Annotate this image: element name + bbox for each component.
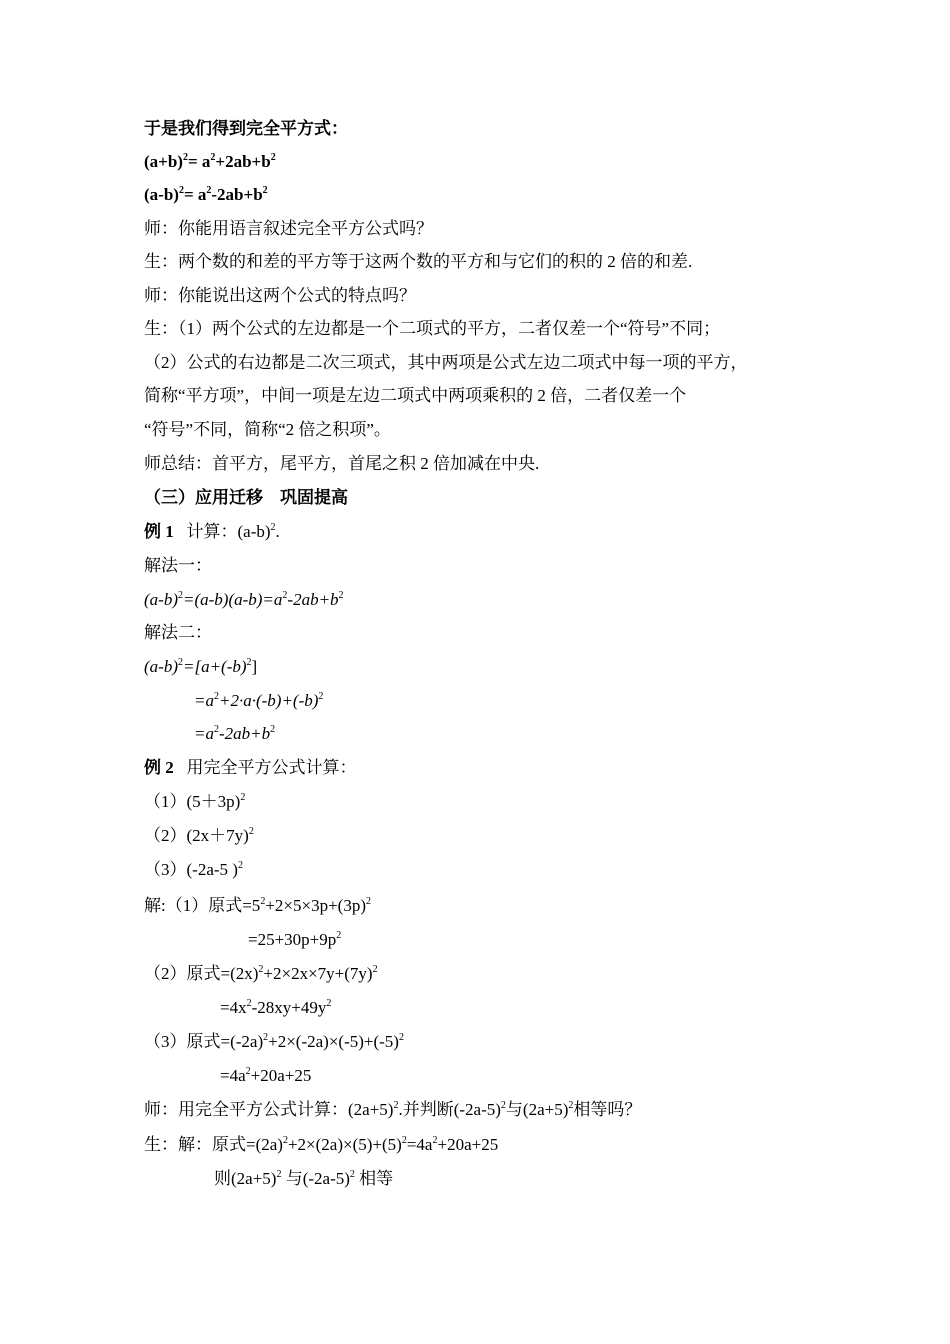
example1-method2-step3: $=a^2-2ab+b^2$ [194,724,276,743]
example2-question-1: $(1)(5+3p)^2$ [144,792,246,811]
teacher-question: 师：用完全平方公式计算：$(2a+5)^2$.并判断$(-2a-5)^2$与$(2a+5)^2$相等吗？ [144,1100,642,1119]
example2-solution-2-result: $=4x^2-28xy+49y^2$ [220,998,332,1017]
example1-method2-step2: $=a^2+2\cdot a\cdot(-b)+(-b)^2$ [194,691,324,710]
example2-prompt: 例 2 用完全平方公式计算： [144,758,357,777]
formula-sum-square: $(a+b)^2= a^2+2ab+b^2$ [144,152,276,171]
dialogue-line: 生：（1）两个公式的左边都是一个二项式的平方，二者仅差一个“符号”不同； [144,319,721,338]
example2-solution-1: 解:（1）原式$=5^2+2\times 5\times 3p+(3p)^2$ [144,896,371,915]
dialogue-line: 师总结：首平方，尾平方，首尾之积 2 倍加减在中央. [144,454,540,473]
example1-method1-solution: $(a-b)^2=(a-b)(a-b)=a^2-2ab+b^2$ [144,590,344,609]
formula-diff-square: $(a-b)^2= a^2-2ab+b^2$ [144,185,268,204]
dialogue-line: 简称“平方项”，中间一项是左边二项式中两项乘积的 2 倍，二者仅差一个 [144,386,687,405]
example2-solution-2: （2）原式$=(2x)^2+2\times 2x\times 7y+(7y)^2$ [144,964,378,983]
section-title: （三）应用迁移 巩固提高 [144,488,348,507]
example2-question-2: $(2)(2x+7y)^2$ [144,826,254,845]
dialogue-line: “符号”不同，简称“2 倍之积项”。 [144,420,391,439]
conclusion: 则$(2a+5)^2$ 与$(-2a-5)^2$ 相等 [214,1169,394,1188]
student-answer: 生：解：原式$=(2a)^2+2\times(2a)\times(5)+(5)^2=4a^2+20a+25$ [144,1135,499,1154]
intro-heading: 于是我们得到完全平方式： [144,119,348,138]
example2-question-3: （3）(-2a-5 )$^2$ [144,860,243,879]
example2-solution-3-result: $=4a^2+20a+25$ [220,1066,312,1085]
example1-prompt: 例 1 计算：$(a-b)^2$. [144,522,280,541]
example1-method2-step1: $(a-b)^2=[a+(-b)^2]$ [144,657,258,676]
dialogue-line: 生：两个数的和差的平方等于这两个数的平方和与它们的积的 2 倍的和差. [144,252,693,271]
example2-solution-1-result: $=25+30p+9p^2$ [248,930,342,949]
dialogue-line: 师：你能用语言叙述完全平方公式吗？ [144,219,433,238]
example1-method2-label: 解法二： [144,623,212,642]
dialogue-line: （2）公式的右边都是二次三项式，其中两项是公式左边二项式中每一项的平方， [144,353,748,372]
dialogue-line: 师：你能说出这两个公式的特点吗？ [144,286,416,305]
example2-solution-3: （3）原式$=(-2a)^2+2\times(-2a)\times(-5)+(-5)^2$ [144,1032,404,1051]
example1-method1-label: 解法一： [144,556,212,575]
